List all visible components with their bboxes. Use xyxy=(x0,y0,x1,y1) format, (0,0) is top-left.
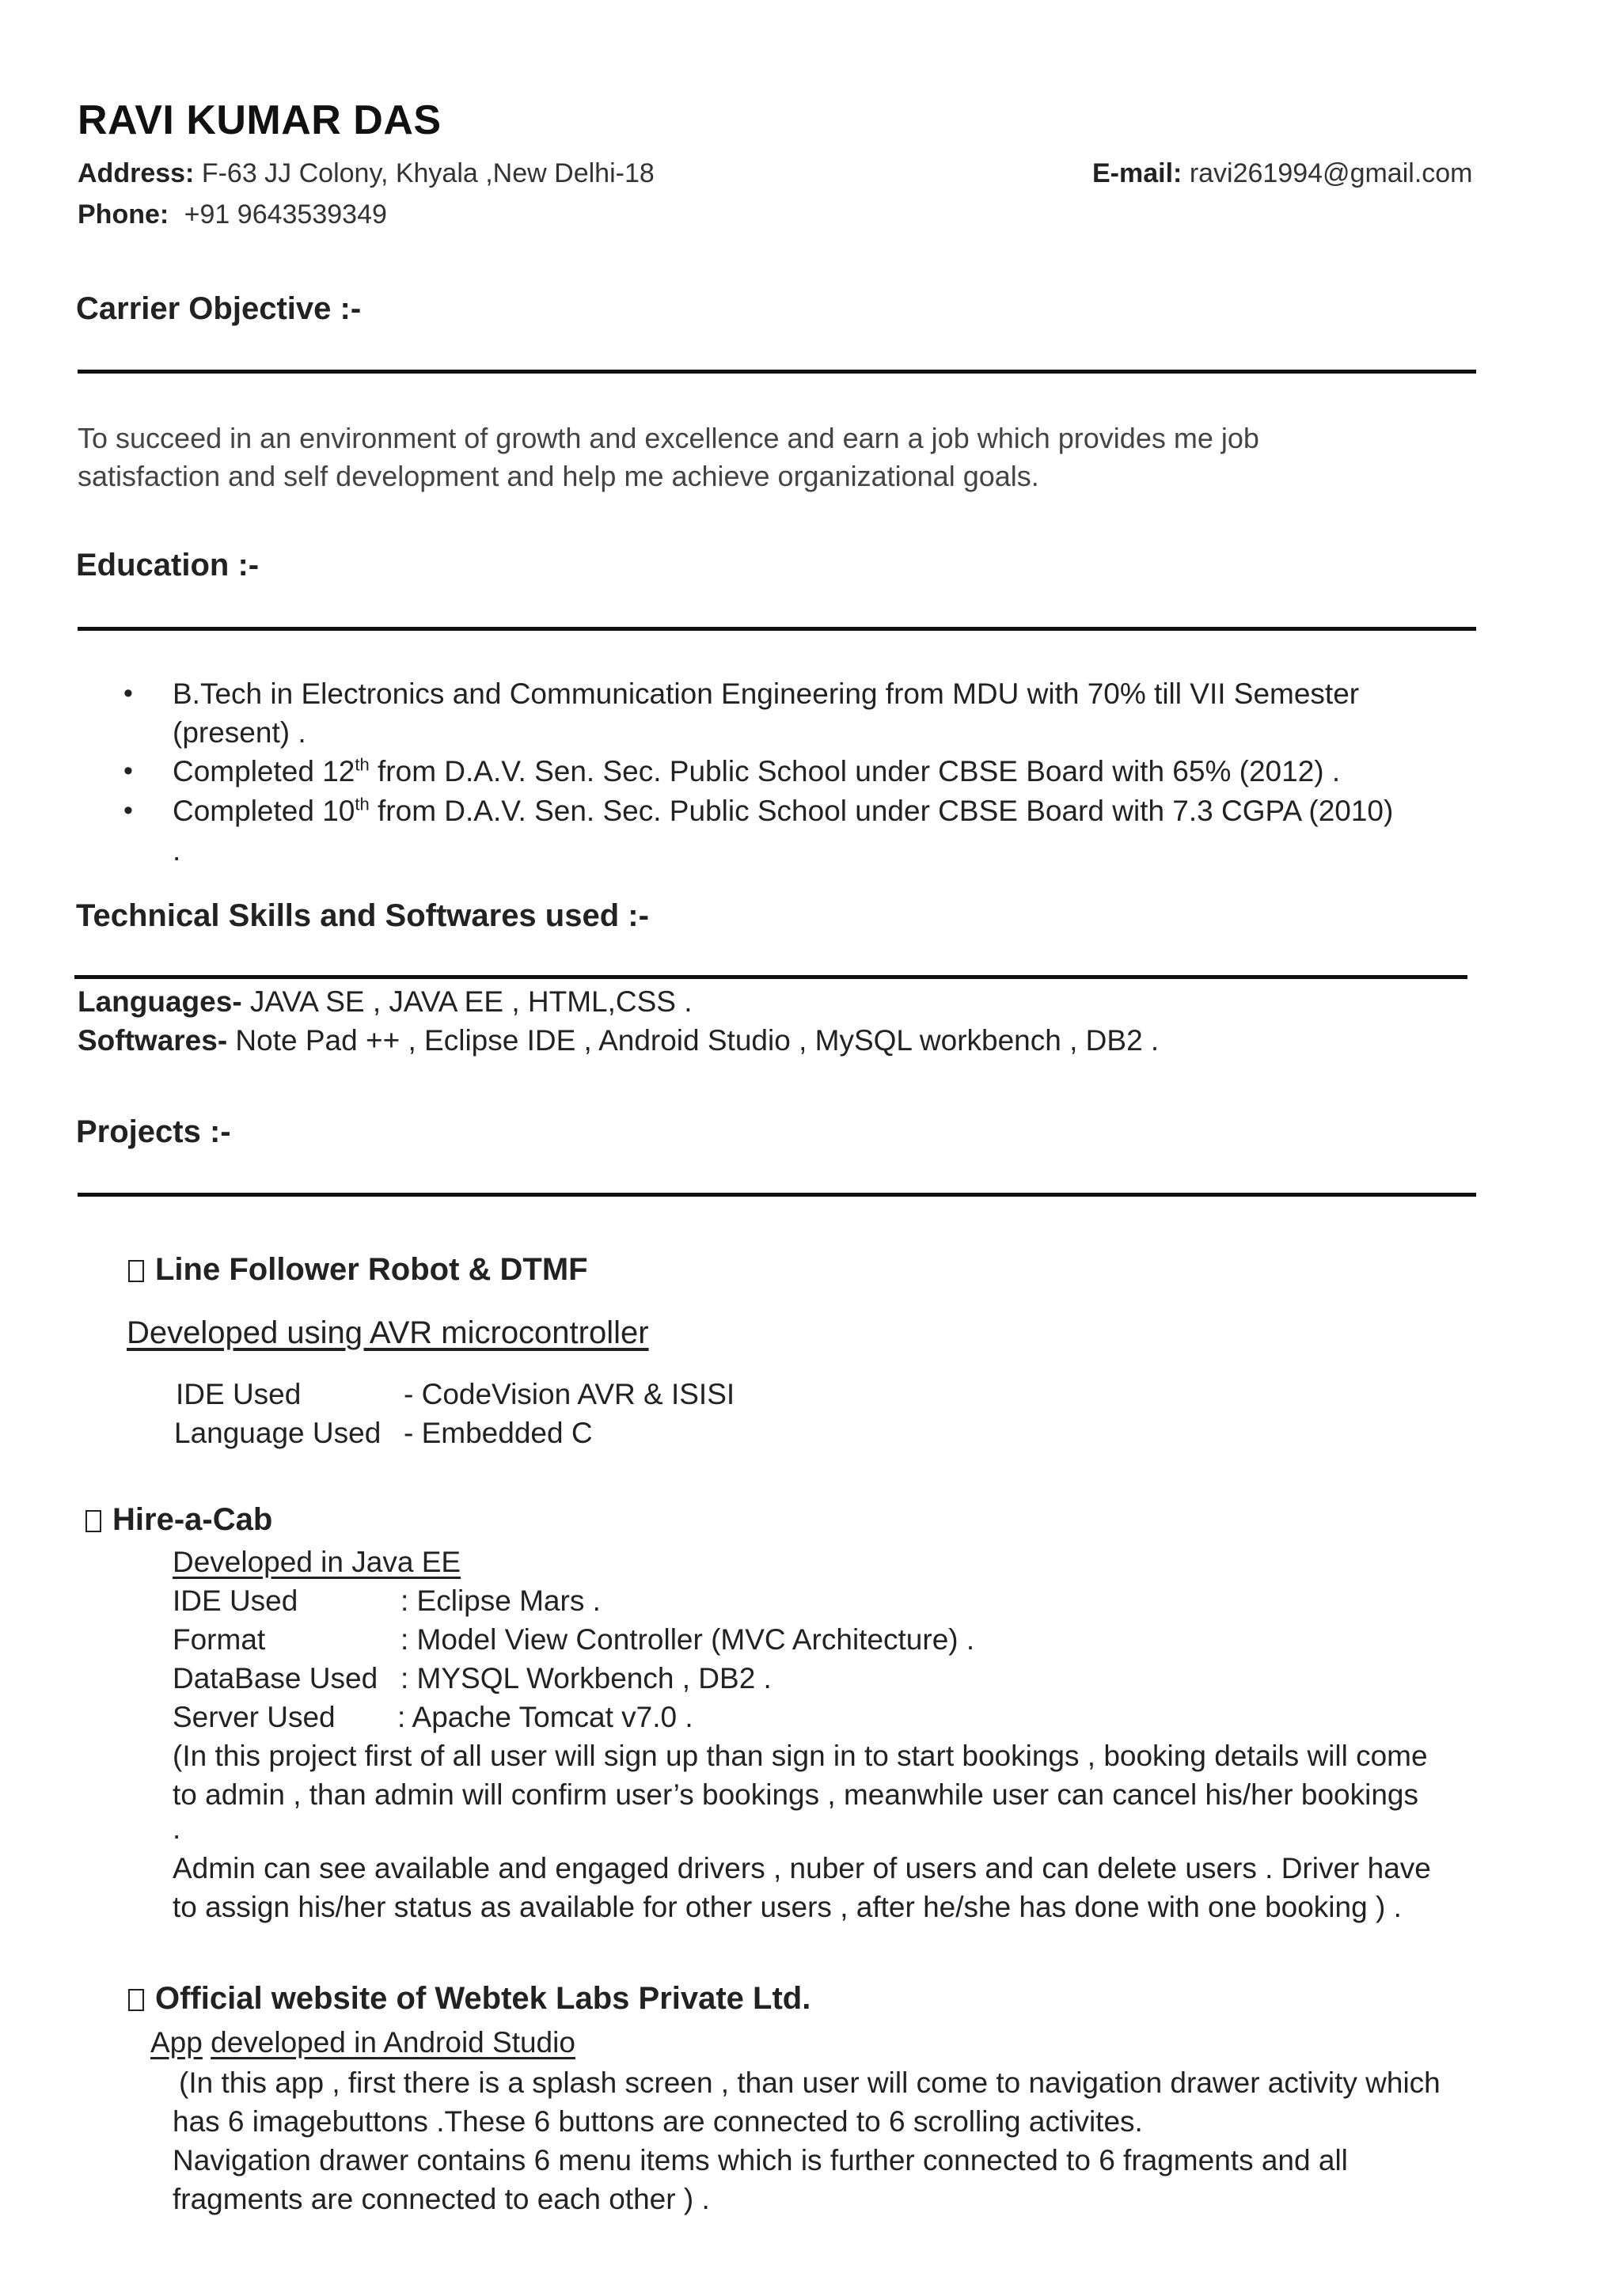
education-item-2-post: from D.A.V. Sen. Sec. Public School under CBSE Board with 65% (2012) . xyxy=(369,755,1341,787)
project-2-desc-3: . xyxy=(173,1812,181,1845)
softwares-label: Softwares- xyxy=(78,1024,228,1057)
education-bullet-2: • xyxy=(123,756,133,786)
checkbox-icon xyxy=(85,1510,101,1532)
softwares-value: Note Pad ++ , Eclipse IDE , Android Studio , MySQL workbench , DB2 . xyxy=(227,1024,1160,1057)
project-2-ide-value: : Eclipse Mars . xyxy=(401,1584,601,1617)
project-2-server-value: : Apache Tomcat v7.0 . xyxy=(397,1701,693,1733)
project-2-title: Hire-a-Cab xyxy=(112,1502,273,1537)
education-item-2 xyxy=(173,752,1340,791)
skills-rule xyxy=(74,975,1467,979)
candidate-name: RAVI KUMAR DAS xyxy=(78,97,442,143)
project-2-format-value: : Model View Controller (MVC Architecture) . xyxy=(401,1623,975,1656)
project-3-title: Official website of Webtek Labs Private Ltd. xyxy=(155,1981,811,2016)
project-3-subtitle xyxy=(150,2026,575,2059)
objective-line-2: satisfaction and self development and help me achieve organizational goals. xyxy=(78,460,1039,492)
education-item-1-line-2: (present) . xyxy=(173,716,306,749)
project-3-desc-3: Navigation drawer contains 6 menu items which is further connected to 6 fragments and all xyxy=(173,2144,1348,2176)
education-bullet-1: • xyxy=(123,678,133,708)
project-1-lang-value: - Embedded C xyxy=(404,1417,593,1449)
project-2-subtitle: Developed in Java EE xyxy=(173,1546,461,1578)
project-2-db-label: DataBase Used xyxy=(173,1662,378,1694)
project-1-subtitle: Developed using AVR microcontroller xyxy=(127,1315,649,1350)
languages-line xyxy=(78,985,693,1019)
project-3-desc-4: fragments are connected to each other ) . xyxy=(173,2183,710,2215)
softwares-line xyxy=(78,1024,1159,1057)
education-item-3-line-2: . xyxy=(173,834,181,867)
education-item-3 xyxy=(173,791,1393,830)
education-item-3-post: from D.A.V. Sen. Sec. Public School under CBSE Board with 7.3 CGPA (2010) xyxy=(369,795,1394,827)
project-2-title-line xyxy=(85,1502,272,1538)
education-item-2-pre: Completed 12 xyxy=(173,755,355,787)
project-3-title-line xyxy=(128,1981,810,2017)
education-title: Education :- xyxy=(76,548,260,583)
address-value: F-63 JJ Colony, Khyala ,New Delhi-18 xyxy=(201,158,655,188)
project-2-desc-4: Admin can see available and engaged drivers , nuber of users and can delete users . Driver have xyxy=(173,1852,1431,1884)
education-bullet-3: • xyxy=(123,795,133,825)
project-3-subtitle-rest: developed in Android Studio xyxy=(211,2026,575,2059)
project-2-format-label: Format xyxy=(173,1623,266,1656)
checkbox-icon xyxy=(128,1260,144,1282)
project-1-lang-label: Language Used xyxy=(174,1417,382,1449)
projects-rule xyxy=(78,1193,1476,1197)
phone-label: Phone: xyxy=(78,199,169,230)
skills-title: Technical Skills and Softwares used :- xyxy=(76,898,649,933)
project-3-subtitle-app: App xyxy=(150,2026,203,2059)
project-2-db-value: : MYSQL Workbench , DB2 . xyxy=(401,1662,772,1694)
project-1-title-line xyxy=(128,1252,588,1288)
email-line xyxy=(1092,158,1473,189)
project-2-desc-5: to assign his/her status as available for other users , after he/she has done with one booking ) . xyxy=(173,1891,1402,1923)
project-2-ide-label: IDE Used xyxy=(173,1584,298,1617)
project-1-ide-value: - CodeVision AVR & ISISI xyxy=(404,1378,735,1410)
objective-line-1: To succeed in an environment of growth and excellence and earn a job which provides me job xyxy=(78,422,1259,454)
project-1-title: Line Follower Robot & DTMF xyxy=(155,1252,588,1287)
education-rule xyxy=(78,627,1476,631)
project-3-desc-2: has 6 imagebuttons .These 6 buttons are connected to 6 scrolling activites. xyxy=(173,2105,1143,2138)
languages-value: JAVA SE , JAVA EE , HTML,CSS . xyxy=(241,985,693,1018)
project-2-desc-2: to admin , than admin will confirm user’s bookings , meanwhile user can cancel his/her bookings xyxy=(173,1778,1418,1811)
project-2-server-label: Server Used xyxy=(173,1701,336,1733)
email-label: E-mail: xyxy=(1092,158,1183,188)
education-item-1-line-1: B.Tech in Electronics and Communication Engineering from MDU with 70% till VII Semester xyxy=(173,677,1360,710)
project-3-desc-1: (In this app , first there is a splash screen , than user will come to navigation drawer activity which xyxy=(179,2066,1441,2099)
address-line xyxy=(78,158,655,189)
project-1-ide-label: IDE Used xyxy=(176,1378,302,1410)
objective-title: Carrier Objective :- xyxy=(76,291,362,326)
email-value[interactable]: ravi261994@gmail.com xyxy=(1189,158,1473,188)
education-item-3-sup: th xyxy=(355,794,370,814)
phone-value: +91 9643539349 xyxy=(184,199,387,230)
project-2-desc-1: (In this project first of all user will sign up than sign in to start bookings , booking details will come xyxy=(173,1740,1428,1772)
languages-label: Languages- xyxy=(78,985,242,1018)
education-item-3-pre: Completed 10 xyxy=(173,795,355,827)
projects-title: Projects :- xyxy=(76,1114,231,1149)
objective-rule xyxy=(78,370,1476,374)
phone-line xyxy=(78,199,387,230)
checkbox-icon xyxy=(128,1989,144,2011)
address-label: Address: xyxy=(78,158,195,188)
education-item-2-sup: th xyxy=(355,754,370,775)
